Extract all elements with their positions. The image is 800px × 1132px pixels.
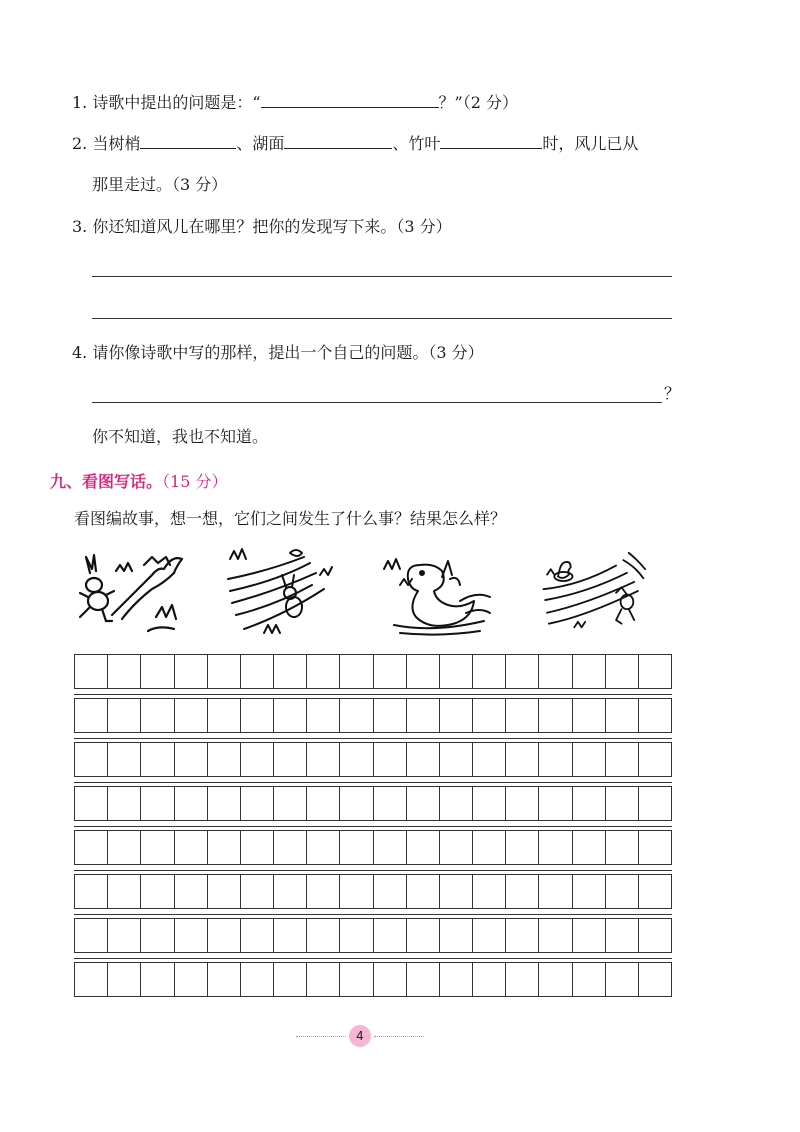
rabbit-running-picture [72, 545, 190, 637]
grid-gap-line [74, 694, 672, 695]
question-4-number: 4. [72, 343, 88, 362]
grid-row[interactable] [74, 918, 672, 953]
question-4-text: 请你像诗歌中写的那样，提出一个自己的问题。（3 分） [92, 343, 484, 362]
question-1-blank[interactable] [261, 92, 439, 108]
question-1-number: 1. [72, 93, 88, 112]
question-1-points: ？”（2 分） [438, 93, 518, 112]
grid-row[interactable] [74, 786, 672, 821]
grid-row[interactable] [74, 654, 672, 689]
grid-gap-line [74, 738, 672, 739]
question-2-text-b: 、湖面 [236, 134, 285, 153]
grid-gap-line [74, 958, 672, 959]
section-title-text: 九、看图写话。 [50, 472, 163, 491]
question-4 [72, 343, 484, 363]
grid-row[interactable] [74, 830, 672, 865]
page-footer [0, 1025, 800, 1049]
question-4-end-mark: ？ [664, 384, 681, 403]
question-2-blank-3[interactable] [440, 133, 542, 149]
question-1 [72, 92, 518, 113]
question-2-blank-2[interactable] [284, 133, 392, 149]
answer-line-3a[interactable] [92, 276, 672, 277]
footer-dots-left [296, 1036, 346, 1037]
question-3-number: 3. [72, 217, 88, 236]
question-2-number: 2. [72, 134, 88, 153]
answer-line-4[interactable] [92, 402, 662, 403]
question-2-text-c: 、竹叶 [392, 134, 441, 153]
question-2-text-d: 时，风儿已从 [542, 134, 639, 153]
writing-grid [74, 654, 672, 998]
question-2 [72, 133, 638, 154]
question-2-line-2: 那里走过。（3 分） [92, 175, 228, 194]
grid-row[interactable] [74, 874, 672, 909]
question-4-answer-line: 你不知道，我也不知道。 [92, 427, 269, 446]
grid-gap-line [74, 782, 672, 783]
answer-line-3b[interactable] [92, 318, 672, 319]
question-3 [72, 217, 452, 237]
rabbit-on-duck-picture [380, 545, 498, 637]
grid-gap-line [74, 826, 672, 827]
question-2-blank-1[interactable] [140, 133, 236, 149]
section-title [50, 469, 227, 492]
question-2-text-a: 当树梢 [92, 134, 141, 153]
section-points: （15 分） [162, 472, 228, 491]
grid-gap-line [74, 870, 672, 871]
question-1-text: 诗歌中提出的问题是：“ [92, 93, 261, 112]
grid-row[interactable] [74, 698, 672, 733]
question-3-text: 你还知道风儿在哪里？把你的发现写下来。（3 分） [92, 217, 452, 236]
footer-dots-right [374, 1036, 424, 1037]
grid-row[interactable] [74, 962, 672, 997]
page-number: 4 [349, 1025, 371, 1047]
section-instruction: 看图编故事，想一想，它们之间发生了什么事？结果怎么样？ [74, 509, 507, 528]
rabbit-at-river-picture [224, 545, 342, 637]
grid-gap-line [74, 914, 672, 915]
grid-row[interactable] [74, 742, 672, 777]
duck-crossing-river-picture [538, 545, 656, 637]
